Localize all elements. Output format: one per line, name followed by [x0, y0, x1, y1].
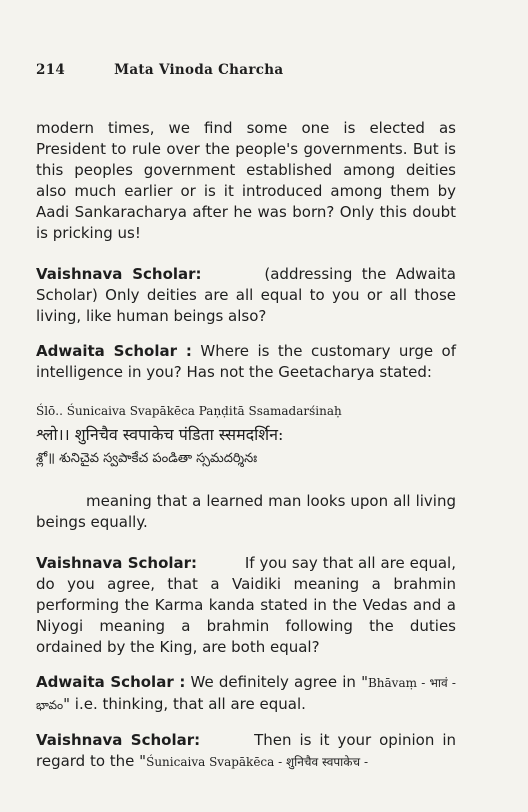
speaker-label: Adwaita Scholar : — [36, 342, 192, 360]
dialogue-text: " i.e. thinking, that all are equal. — [63, 695, 306, 713]
paragraph-1: modern times, we find some one is elected as President to rule over the people's governments. But is this peoples government established among deities also much earlier or is it introduced among them by Aadi Sankaracharya after he was born? Only this doubt is pricking us! — [36, 119, 456, 242]
page-body — [36, 118, 456, 773]
verse-reference: Śunicaiva Svapākēca - शुनिचैव स्वपाकेच - — [146, 755, 368, 769]
speaker-label: Vaishnava Scholar: — [36, 731, 201, 749]
verse-block — [36, 399, 456, 471]
verse-roman: Ślō.. Śunicaiva Svapākēca Paṇḍitā Ssamadarśinaḥ — [36, 404, 342, 418]
speaker-label: Vaishnava Scholar: — [36, 265, 202, 283]
dialogue-text: If you say that all are equal, do you agree, that a Vaidiki meaning a brahmin performing the Karma kanda stated in the Vedas and a Niyogi meaning a brahmin following the duties ordained by the King, are both equal? — [36, 554, 456, 656]
bhavam-term: Bhāvaṃ - भावं - భావం — [36, 676, 456, 712]
dialogue-text: Then is it your opinion in regard to the " — [36, 731, 457, 770]
dialogue-text: Where is the customary urge of intelligence in you? Has not the Geetacharya stated: — [36, 342, 456, 381]
paragraph-3 — [36, 341, 456, 383]
verse-telugu: శ్లో॥ శునిచైవ స్వపాకేచ పండితా స్సమదర్శినః — [36, 451, 258, 466]
speaker-label: Vaishnava Scholar: — [36, 554, 198, 572]
verse-devanagari: श्लो।। शुनिचैव स्वपाकेच पंडिता स्समदर्शिन: — [36, 425, 284, 444]
paragraph-5 — [36, 553, 456, 658]
paragraph-7 — [36, 730, 456, 773]
running-title: Mata Vinoda Charcha — [114, 62, 284, 78]
dialogue-text: (addressing the Adwaita Scholar) Only deities are all equal to you or all those living, like human beings also? — [36, 265, 456, 325]
speaker-label: Adwaita Scholar : — [36, 673, 186, 691]
dialogue-text: We definitely agree in " — [190, 673, 368, 691]
paragraph-6 — [36, 672, 456, 716]
paragraph-2 — [36, 264, 456, 327]
page-header — [36, 62, 283, 78]
page-number: 214 — [36, 62, 66, 78]
paragraph-4: meaning that a learned man looks upon all living beings equally. — [36, 492, 456, 531]
